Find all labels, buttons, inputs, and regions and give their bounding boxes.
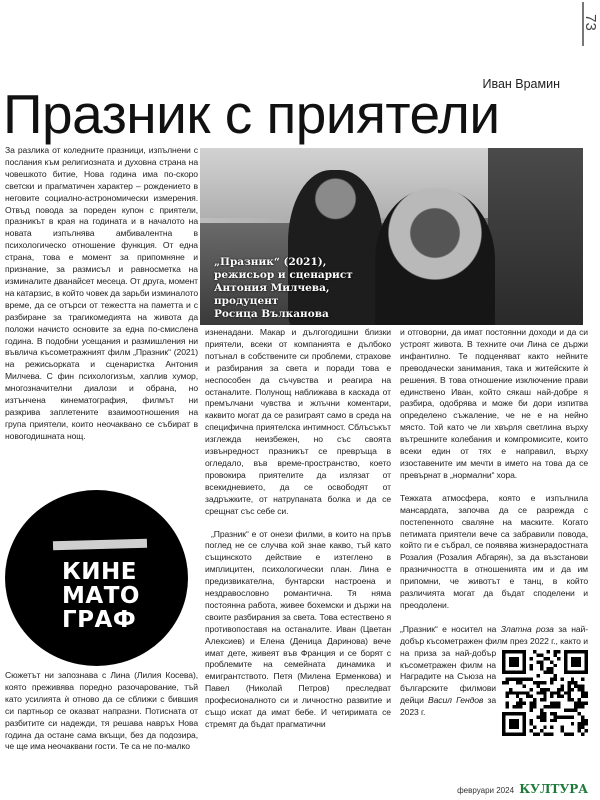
qr-module [581,688,584,691]
qr-module [526,695,529,698]
qr-module [578,701,581,704]
qr-module [509,719,519,729]
qr-module [581,715,584,718]
award-text: за 2023 г. [400,695,496,718]
column-3 [400,327,588,736]
qr-module [560,715,563,718]
paragraph: „Празник“ е от онези филми, в които на пръв поглед не се случва кой знае какво, тъй като същинското действие е изтеглено в имплицитен, психологически план. Лина е предизвикателна, бунтарски настроена и нездравословно романтична. Тя няма постоянна работа, живее бохемски и държи на своите разбирания за света. Това естествено я противопоставя на останалите. Иван (Цветан Алексиев) и Елена (Деница Даринова) вече имат дете, живеят във Франция и се борят с проблемите на семейната динамика и емигрантството. Петя (Милена Ерменкова) и Павел (Николай Петров) преследват професионалното си и личностно развитие и също искат да имат бебе. И четиримата се стремят да бъдат прагматични [205,528,391,729]
qr-module [526,691,529,694]
qr-module [550,705,553,708]
qr-module [530,695,533,698]
qr-module [530,719,533,722]
logo-wordmark [62,560,140,632]
qr-module [557,705,560,708]
qr-module [547,657,550,660]
qr-module [567,698,570,701]
caption-line: „Празник“ (2021), [214,256,327,268]
page-number-text: 73 [581,14,599,31]
qr-module [543,705,546,708]
photo-shelf [488,148,583,325]
qr-module [523,684,526,687]
qr-module [536,684,539,687]
qr-module [533,705,536,708]
qr-module [509,688,512,691]
qr-module [554,650,557,653]
logo-line: МАТО [62,583,140,609]
qr-module [547,732,550,735]
qr-module [550,691,553,694]
qr-module [550,719,553,722]
qr-module [578,712,581,715]
qr-module [574,701,577,704]
qr-module [523,691,526,694]
logo-bar [53,539,147,550]
article-author: Иван Врамин [482,77,560,91]
qr-module [543,670,546,673]
qr-module [536,660,539,663]
qr-module [530,688,533,691]
qr-module [567,695,570,698]
qr-module [536,732,539,735]
qr-module [550,712,553,715]
qr-module [530,667,533,670]
qr-module [578,698,581,701]
qr-module [571,715,574,718]
qr-module [540,688,543,691]
qr-module [519,698,522,701]
award-paragraph [400,624,588,719]
qr-module [557,657,560,660]
qr-module [554,719,557,722]
qr-module [543,681,546,684]
qr-module [571,688,574,691]
qr-module [574,708,577,711]
award-name: Златна роза [500,623,554,634]
qr-module [540,708,543,711]
qr-module [523,677,526,680]
qr-module [581,695,584,698]
qr-module [526,677,529,680]
photo-caption [214,256,353,321]
qr-module [557,695,560,698]
qr-module [509,657,519,667]
qr-module [543,657,546,660]
qr-module [530,708,533,711]
qr-module [540,712,543,715]
qr-module [536,674,539,677]
qr-module [540,667,543,670]
qr-module [543,691,546,694]
qr-module [543,712,546,715]
qr-module [530,657,533,660]
qr-module [567,691,570,694]
qr-module [554,705,557,708]
logo-line: КИНЕ [62,559,138,585]
qr-module [550,681,553,684]
qr-module [530,701,533,704]
qr-module [519,677,522,680]
qr-module [536,653,539,656]
qr-module [523,701,526,704]
qr-module [581,719,584,722]
qr-module [543,688,546,691]
qr-module [578,705,581,708]
qr-module [585,722,588,725]
qr-module [530,664,533,667]
caption-line: режисьор и сценарист [214,269,353,281]
qr-module [540,691,543,694]
paragraph: и отговорни, да имат постоянни доходи и да си устроят живота. В техните очи Лина се държи инфантилно. Те подценяват както нейните преводачески занимания, така и житейските ѝ решения. В това отношение изключение прави единствено Иван, който сякаш най-добре я разбира, одобрява и може би дори изпитва определено съжаление, че не е на нейно място. Той като че ли хвърля светлина върху вътрешните колебания и компромисите, които всеки един от тях е направил, върху изоставените им мечти в името на това да се превърнат в „нормални“ хора. [400,327,588,480]
qr-module [530,677,533,680]
qr-module [512,705,515,708]
qr-module [550,670,553,673]
qr-module [567,708,570,711]
qr-module [543,715,546,718]
qr-module [509,677,512,680]
qr-module [550,732,553,735]
qr-module [585,729,588,732]
qr-module [585,695,588,698]
paragraph: За разлика от коледните празници, изпълнени с послания към религиозната и духовна страна на човешкото битие, Нова година има по-скоро светски и прагматичен характер – рождението в неговите социално-астрономически измерения. Отвъд повода за пореден купон с приятели, празникът в края на годината и в началото на новата изпълнява амбивалентна в психологическо отношение функция. От една страна, това е момент за припомняне и признание, за размисъл и равносметка на изминалите дванайсет месеца. От друга, момент на катарзис, в който човек да зарьби изминалото време, да се отърси от тежестта на паметта и с разбиране за трагикомедията на живота да положи начисто основите за една по-смислена година. В подобни усещания и размишления ни въвлича късометражният филм „Празник“ (2021) на режисьорката и сценаристка Антония Милчева. С фин психологизъм, хаплив хумор, многозначителни диалози и обрана, но изтънчена кинематография, филмът ни разкрива заплетените взаимоотношения на група приятели, които неочаквано се събират в новогодишната нощ. [5,145,198,441]
qr-module [533,698,536,701]
qr-module [516,677,519,680]
qr-module [578,722,581,725]
qr-module [554,677,557,680]
qr-module [533,701,536,704]
qr-module [578,688,581,691]
qr-module [519,705,522,708]
qr-module [574,681,577,684]
paragraph: Сюжетът ни запознава с Лина (Лилия Косева), която преживява поредно разочарование, тъй като усилията ѝ отново да се сближи с бившия си партньор се оказват напразни. Потисната от разбитите си надежди, тя решава навръх Нова година да остане сама вкъщи, без да подозира, че ще има неочаквани гости. Те са не по-малко [5,670,198,752]
paragraph: изненадани. Макар и дългогодишни близки приятели, всеки от компанията е дълбоко потънал в собствените си проблеми, страхове и разбирания за света и поради това е неспособен да съчувства и реагира на останалите. Полунощ наближава в каскада от премълчани чувства и жлъчни коментари, каквито могат да се разиграят само в среда на специфична приятелска интимност. Сблъсъкът изглежда неизбежен, но със своята извънредност празникът се превръща в огледало, във време-пространство, което провокира приятелите да излязат от всекидневието, да се освободят от задръжките, от натрупаната болка и да се срещнат със себе си. [205,327,391,516]
column-1-top [5,145,198,443]
qr-module [554,691,557,694]
qr-module [530,722,533,725]
qr-module [571,677,574,680]
page-number [582,2,600,46]
qr-module [519,681,522,684]
qr-module [533,681,536,684]
qr-module [581,701,584,704]
issue-date: февруари 2024 [457,786,515,795]
qr-module [554,674,557,677]
qr-module [533,726,536,729]
caption-line: Антония Милчева, [214,282,330,294]
qr-module [530,729,533,732]
qr-module [540,653,543,656]
qr-module [550,677,553,680]
qr-module [533,650,536,653]
caption-line: Росица Вълканова [214,308,329,320]
qr-module [571,681,574,684]
column-1-bottom [5,670,198,753]
qr-module [547,688,550,691]
qr-module [547,670,550,673]
qr-module [585,701,588,704]
qr-module [578,726,581,729]
qr-module [540,681,543,684]
qr-module [505,701,508,704]
qr-module [560,688,563,691]
qr-module [567,732,570,735]
qr-module [547,667,550,670]
qr-module [512,677,515,680]
article-title: Празник с приятели [3,83,500,145]
qr-module [564,708,567,711]
qr-module [505,705,508,708]
qr-module [543,732,546,735]
logo-line: ГРАФ [62,607,137,633]
qr-module [505,681,508,684]
qr-module [516,681,519,684]
qr-module [519,691,522,694]
qr-module [554,664,557,667]
qr-module [540,719,543,722]
qr-module [505,695,508,698]
qr-module [505,677,508,680]
qr-module [560,729,563,732]
qr-module [581,705,584,708]
caption-line: продуцент [214,295,279,307]
qr-module [550,726,553,729]
qr-module [574,684,577,687]
qr-module [502,681,505,684]
qr-module [567,681,570,684]
qr-module [505,691,508,694]
qr-module [554,715,557,718]
qr-module [560,726,563,729]
qr-module [567,715,570,718]
qr-module [543,698,546,701]
qr-code[interactable] [502,650,588,736]
qr-module [519,701,522,704]
qr-module [571,708,574,711]
award-text: за най-добър късометражен филм през 2022 г., както и на приза за най-добър късометражен филм на Наградите на Съюза на българските филмови дейци [400,623,588,706]
column-2 [205,327,391,731]
qr-module [578,684,581,687]
qr-module [540,698,543,701]
qr-module [536,681,539,684]
qr-module [567,688,570,691]
qr-module [550,695,553,698]
qr-module [564,715,567,718]
qr-module [581,684,584,687]
qr-module [516,695,519,698]
film-still-photo [200,148,583,325]
qr-module [547,705,550,708]
qr-module [557,650,560,653]
award-text: „Празник“ е носител на [400,623,501,634]
qr-module [536,715,539,718]
kinematograf-logo [5,490,188,666]
qr-module [578,729,581,732]
qr-module [564,732,567,735]
magazine-brand: КУЛТУРА [519,782,588,796]
qr-module [540,660,543,663]
qr-module [581,732,584,735]
qr-module [585,719,588,722]
qr-module [533,732,536,735]
qr-module [560,684,563,687]
qr-module [516,701,519,704]
qr-module [557,688,560,691]
qr-module [543,695,546,698]
qr-module [512,691,515,694]
qr-module [550,667,553,670]
qr-module [554,653,557,656]
qr-module [567,684,570,687]
qr-module [540,664,543,667]
qr-module [581,691,584,694]
qr-module [550,660,553,663]
qr-module [536,691,539,694]
qr-module [560,695,563,698]
qr-module [574,705,577,708]
qr-module [557,691,560,694]
qr-module [540,715,543,718]
qr-module [516,705,519,708]
qr-module [557,715,560,718]
qr-module [509,691,512,694]
qr-module [585,691,588,694]
qr-module [571,732,574,735]
footer [457,782,588,796]
qr-module [560,677,563,680]
award-name: Васил Гендов [427,695,484,706]
qr-module [547,650,550,653]
qr-module [516,691,519,694]
qr-module [543,719,546,722]
qr-module [564,691,567,694]
qr-module [550,701,553,704]
qr-module [581,726,584,729]
qr-module [571,722,574,725]
qr-module [554,712,557,715]
qr-module [581,722,584,725]
photo-woman-figure [375,188,495,325]
qr-module [543,726,546,729]
qr-module [530,705,533,708]
qr-module [571,657,581,667]
qr-module [554,701,557,704]
qr-module [581,677,584,680]
paragraph: Тежката атмосфера, която е изпълнила мансардата, започва да се разрежда с постепенното сваляне на маските. Когато петимата приятели вече са забравили повода, който ги е събрал, се появява жизнерадостната Розалия (Розалия Абгарян), за да възстанови празничността в отношенията им и да им припомни, че животът е танц, в който различията могат да бъдат споделени и преодолени. [400,492,588,610]
qr-module [557,701,560,704]
qr-module [571,698,574,701]
qr-module [540,729,543,732]
